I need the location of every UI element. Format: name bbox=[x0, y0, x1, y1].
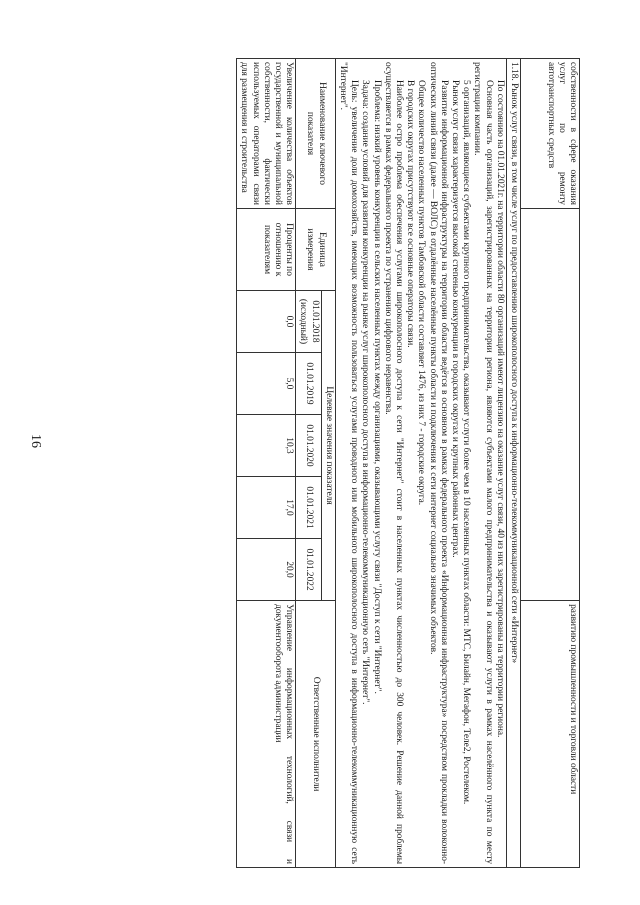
paragraph: По состоянию на 01.01.2021г. на территории области 80 организаций имеют лицензию на оказание услуг связи, 40 из них зарегистрированы на территории региона. bbox=[494, 80, 505, 738]
kpi-col-name: Наименование ключевого показателя bbox=[296, 59, 336, 209]
top-row-left: собственности в сфере оказания услуг по ремонту автотранспортных средств bbox=[521, 59, 580, 209]
page-number: 16 bbox=[28, 434, 43, 448]
paragraph: Рынок услуг связи характеризуется высокой степенью конкуренции в городских округах и крупных районных центрах. bbox=[449, 80, 460, 558]
paragraph: Задача: создание условий для развития конкуренции на рынке услуг широкополосного доступа в информационно-телекоммуникационную сеть "Интернет". bbox=[360, 80, 371, 705]
kpi-value: 5,0 bbox=[237, 353, 296, 415]
kpi-year: 01.01.2019 bbox=[296, 353, 321, 415]
kpi-row-name: Увеличение количества объектов государственной и муниципальной собственности, фактически используемых операторами связи для размещения и строительства bbox=[237, 59, 296, 209]
section-title: 1.18. Рынок услуг связи, в том числе услуг по предоставлению широкополосного доступа к информационно-телекоммуникационной сети «Интернет» bbox=[506, 59, 520, 868]
paragraph: Наиболее остро проблема обеспечения услугами широкополосного доступа к сети "Интернет" стоит в населенных пунктах численностью до 300 человек. Решение данной проблемы осуществляется в рамках федерального проекта по устранению цифрового неравенства. bbox=[382, 62, 404, 865]
kpi-year: 01.01.2021 bbox=[296, 477, 321, 539]
section-body-row bbox=[335, 59, 506, 868]
kpi-year: 01.01.2018 (исходный) bbox=[296, 291, 321, 353]
paragraph: Основная часть организаций, зарегистрированных на территории региона, являются субъектами малого предпринимательства и оказывают услуги в рамках населённого пункта по месту регистрации компании. bbox=[472, 62, 494, 865]
kpi-year: 01.01.2020 bbox=[296, 415, 321, 477]
kpi-value: 10,3 bbox=[237, 415, 296, 477]
section-title-row bbox=[506, 59, 520, 868]
kpi-row-unit: Проценты по отношению к показателям bbox=[237, 209, 296, 291]
paragraph: Проблема: низкий уровень конкуренции в сельских населенных пунктах между организациями, оказывающими услугу связи "Доступ к сети "Интернет". bbox=[371, 80, 382, 694]
kpi-value: 17,0 bbox=[237, 477, 296, 539]
kpi-col-unit: Единица измерения bbox=[296, 209, 336, 291]
kpi-data-row bbox=[237, 59, 296, 868]
rotated-content bbox=[65, 58, 580, 867]
section-body bbox=[335, 59, 506, 868]
top-row bbox=[521, 59, 580, 868]
kpi-value: 0,0 bbox=[237, 291, 296, 353]
kpi-col-resp: Ответственные исполнители bbox=[296, 601, 336, 868]
paragraph: В городских округах присутствуют все основные операторы связи. bbox=[405, 80, 416, 348]
kpi-row-resp: Управление информационных технологий, связи и документооборота администрации bbox=[237, 601, 296, 868]
paragraph: 5 организаций, являющиеся субъектами крупного предпринимательства, оказывают услуги более чем в 10 населенных пунктах области: МТС, Билайн, Мегафон, Теле2, Ростелеком. bbox=[461, 80, 472, 805]
document-table bbox=[236, 58, 580, 868]
paragraph: Цель: увеличение доли домохозяйств, имеющих возможность пользоваться услугами проводного или мобильного широкополосного доступа в информационно-телекоммуникационную сеть "Интернет". bbox=[337, 62, 360, 865]
kpi-year: 01.01.2022 bbox=[296, 539, 321, 601]
paragraph: Развитие информационной инфраструктуры на территории области ведётся в основном в рамках федерального проекта «Информационная инфраструктура» посредством прокладки волоконно-оптических линий связи (далее — ВОЛС) в отдалённые населённые пункты области и подключения к сети интернет социально значимых объектов. bbox=[427, 62, 449, 865]
paragraph: Общее количество населенных пунктов Тамбовской области составляет 1476, из них 7 - городские округа. bbox=[416, 80, 427, 506]
top-row-right: развитию промышленности и торговли области bbox=[521, 601, 580, 868]
kpi-header-row bbox=[321, 59, 335, 868]
kpi-value: 20,0 bbox=[237, 539, 296, 601]
kpi-col-targets: Целевые значения показателя bbox=[321, 291, 335, 601]
